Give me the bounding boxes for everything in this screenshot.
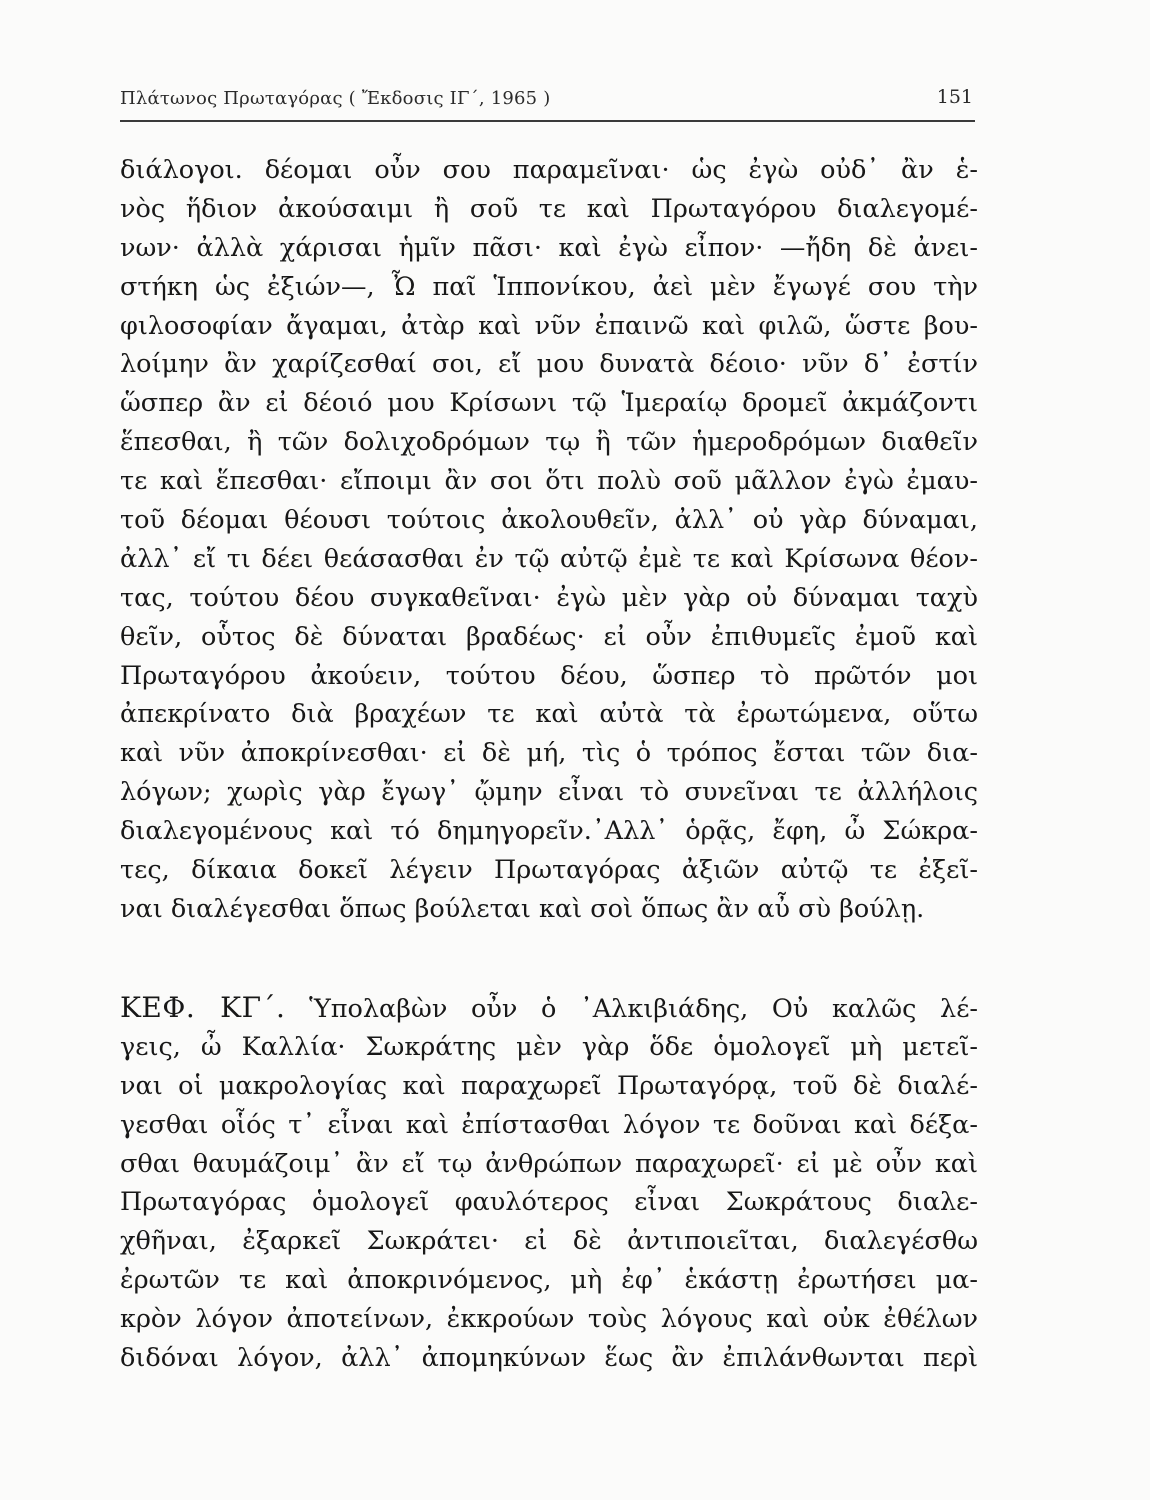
text-line-segment: Ὑπολαβὼν οὖν ὁ ᾽Αλκιβιάδης, Οὐ καλῶς λέ-: [309, 994, 978, 1024]
text-line: τες, δίκαια δοκεῖ λέγειν Πρωταγόρας ἀξιῶν αὐτῷ τε ἐξεῖ-: [120, 855, 978, 886]
paragraph-1: [120, 151, 978, 929]
text-line: τε καὶ ἕπεσθαι· εἴποιμι ἂν σοι ὅτι πολὺ σοῦ μᾶλλον ἐγὼ ἐμαυ-: [120, 466, 978, 497]
running-title: Πλάτωνος Πρωταγόρας ( Ἔκδοσις ΙΓ΄, 1965 ): [120, 88, 551, 109]
text-line: φιλοσοφίαν ἄγαμαι, ἀτὰρ καὶ νῦν ἐπαινῶ καὶ φιλῶ, ὥστε βου-: [120, 310, 978, 341]
text-line: στήκη ὡς ἐξιών—, Ὦ παῖ Ἱππονίκου, ἀεὶ μὲν ἔγωγέ σου τὴν: [120, 271, 978, 302]
text-line: διδόναι λόγον, ἀλλ᾽ ἀπομηκύνων ἕως ἂν ἐπιλάνθωνται περὶ: [120, 1343, 978, 1374]
text-line: διάλογοι. δέομαι οὖν σου παραμεῖναι· ὡς ἐγὼ οὐδ᾽ ἂν ἑ-: [120, 155, 978, 185]
text-line: τοῦ δέομαι θέουσι τούτοις ἀκολουθεῖν, ἀλλ᾽ οὐ γὰρ δύναμαι,: [120, 505, 978, 536]
text-line: λοίμην ἂν χαρίζεσθαί σοι, εἴ μου δυνατὰ δέοιο· νῦν δ᾽ ἐστίν: [120, 349, 978, 380]
text-line: σθαι θαυμάζοιμ᾽ ἂν εἴ τῳ ἀνθρώπων παραχωρεῖ· εἰ μὲ οὖν καὶ: [120, 1148, 978, 1179]
paragraph-2: [120, 989, 978, 1378]
text-line: γεσθαι οἷός τ᾽ εἶναι καὶ ἐπίστασθαι λόγον τε δοῦναι καὶ δέξα-: [120, 1109, 978, 1140]
text-line: διαλεγομένους καὶ τό δημηγορεῖν.᾽Αλλ᾽ ὁρᾷς, ἔφη, ὦ Σώκρα-: [120, 816, 978, 847]
text-line: Πρωταγόρου ἀκούειν, τούτου δέου, ὥσπερ τὸ πρῶτόν μοι: [120, 660, 978, 691]
text-line: ναι οἱ μακρολογίας καὶ παραχωρεῖ Πρωταγόρᾳ, τοῦ δὲ διαλέ-: [120, 1070, 978, 1101]
text-line: νων· ἀλλὰ χάρισαι ἡμῖν πᾶσι· καὶ ἐγὼ εἶπον· —ἤδη δὲ ἀνει-: [120, 232, 978, 263]
text-line: ἀπεκρίνατο διὰ βραχέων τε καὶ αὐτὰ τὰ ἐρωτώμενα, οὕτω: [120, 699, 978, 730]
running-header: [120, 86, 975, 122]
text-line: γεις, ὦ Καλλία· Σωκράτης μὲν γὰρ ὅδε ὁμολογεῖ μὴ μετεῖ-: [120, 1031, 978, 1062]
text-line: νὸς ἥδιον ἀκούσαιμι ἢ σοῦ τε καὶ Πρωταγόρου διαλεγομέ-: [120, 193, 978, 224]
text-line: Πρωταγόρας ὁμολογεῖ φαυλότερος εἶναι Σωκράτους διαλε-: [120, 1187, 978, 1218]
text-line: ἕπεσθαι, ἢ τῶν δολιχοδρόμων τῳ ἢ τῶν ἡμεροδρόμων διαθεῖν: [120, 427, 978, 458]
text-line: τας, τούτου δέου συγκαθεῖναι· ἐγὼ μὲν γὰρ οὐ δύναμαι ταχὺ: [120, 582, 978, 613]
chapter-first-line: [120, 989, 978, 1028]
text-line: ὥσπερ ἂν εἰ δέοιό μου Κρίσωνι τῷ Ἱμεραίῳ δρομεῖ ἀκμάζοντι: [120, 388, 978, 419]
text-line: χθῆναι, ἐξαρκεῖ Σωκράτει· εἰ δὲ ἀντιποιεῖται, διαλεγέσθω: [120, 1226, 978, 1257]
text-line: ἐρωτῶν τε καὶ ἀποκρινόμενος, μὴ ἐφ᾽ ἑκάστῃ ἐρωτήσει μα-: [120, 1265, 978, 1296]
text-line: καὶ νῦν ἀποκρίνεσθαι· εἰ δὲ μή, τὶς ὁ τρόπος ἔσται τῶν δια-: [120, 738, 978, 769]
page-number: 151: [936, 86, 973, 108]
chapter-label: ΚΕΦ. ΚΓ΄.: [120, 991, 286, 1024]
text-line: κρὸν λόγον ἀποτείνων, ἐκκρούων τοὺς λόγους καὶ οὐκ ἐθέλων: [120, 1304, 978, 1335]
text-line: λόγων; χωρὶς γὰρ ἔγωγ᾽ ᾤμην εἶναι τὸ συνεῖναι τε ἀλλήλοις: [120, 777, 978, 808]
text-line: ναι διαλέγεσθαι ὅπως βούλεται καὶ σοὶ ὅπως ἂν αὖ σὺ βούλῃ.: [120, 893, 925, 924]
text-line: θεῖν, οὗτος δὲ δύναται βραδέως· εἰ οὖν ἐπιθυμεῖς ἐμοῦ καὶ: [120, 621, 978, 652]
text-line: ἀλλ᾽ εἴ τι δέει θεάσασθαι ἐν τῷ αὐτῷ ἐμὲ τε καὶ Κρίσωνα θέον-: [120, 543, 978, 574]
